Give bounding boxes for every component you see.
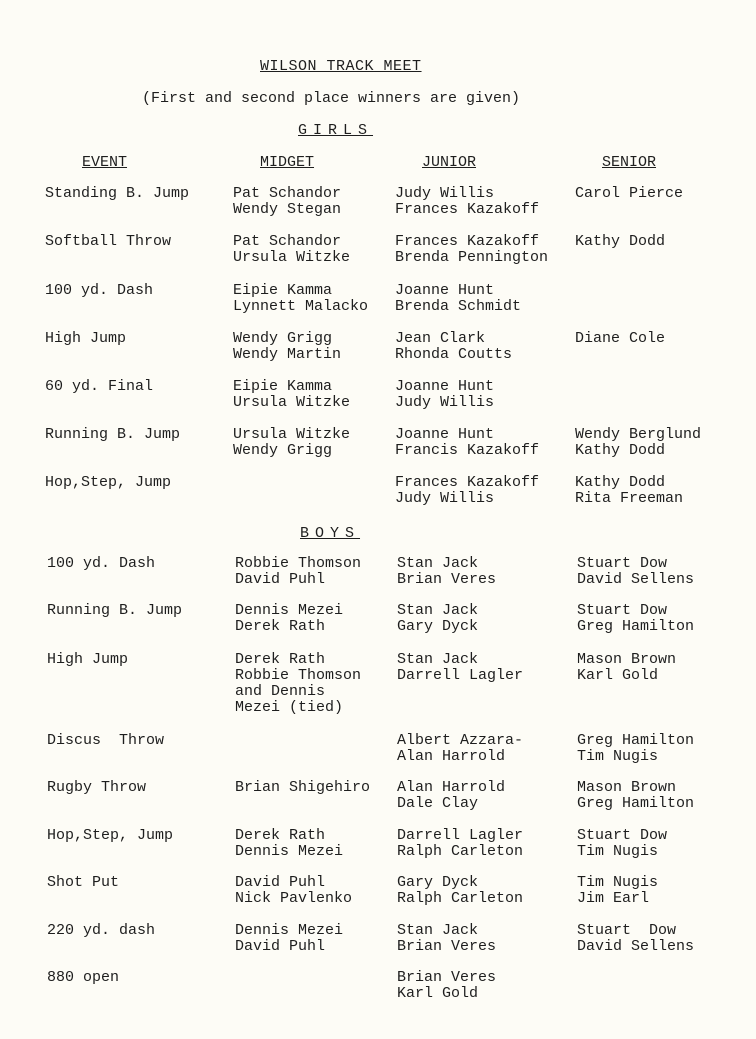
first-place-name: Stan Jack — [397, 651, 479, 668]
first-place-name: Darrell Lagler — [397, 827, 524, 844]
junior-winners — [395, 475, 539, 507]
second-place-name: Gary Dyck — [397, 618, 479, 635]
senior-winners — [577, 780, 694, 812]
second-place-name: Brenda Schmidt — [395, 298, 522, 315]
senior-winners — [575, 186, 683, 202]
second-place-name: Wendy Grigg — [233, 442, 333, 459]
first-place-name: Wendy Grigg — [233, 330, 333, 347]
senior-winners — [577, 652, 676, 684]
junior-winners — [397, 733, 523, 765]
midget-winners — [233, 234, 350, 266]
event-name: 60 yd. Final — [45, 378, 154, 395]
first-place-name: Brian Shigehiro — [235, 779, 371, 796]
page-subtitle: (First and second place winners are given) — [142, 90, 521, 107]
second-place-name: Francis Kazakoff — [395, 442, 540, 459]
senior-winners — [575, 475, 683, 507]
first-place-name: Eipie Kamma — [233, 282, 333, 299]
first-place-name: Albert Azzara- — [397, 732, 524, 749]
second-place-name: Tim Nugis — [577, 748, 659, 765]
event-name: High Jump — [45, 330, 127, 347]
event-name: Shot Put — [47, 874, 120, 891]
column-header-midget: MIDGET — [260, 154, 315, 171]
first-place-name: Stan Jack — [397, 922, 479, 939]
second-place-name: Derek Rath — [235, 618, 326, 635]
event-name: Running B. Jump — [45, 426, 181, 443]
first-place-name: Pat Schandor — [233, 185, 342, 202]
first-place-name: Stuart Dow — [577, 827, 668, 844]
second-place-name: Dale Clay — [397, 795, 479, 812]
first-place-name: Ursula Witzke — [233, 426, 351, 443]
senior-winners — [577, 828, 667, 860]
second-place-name: Greg Hamilton — [577, 618, 695, 635]
second-place-name: Judy Willis — [395, 490, 495, 507]
second-place-name: Darrell Lagler — [397, 667, 524, 684]
second-place-name: Brenda Pennington — [395, 249, 549, 266]
junior-winners — [397, 923, 496, 955]
second-place-name: Frances Kazakoff — [395, 201, 540, 218]
event-name: Hop,Step, Jump — [47, 827, 174, 844]
junior-winners — [395, 331, 512, 363]
junior-winners — [397, 780, 505, 812]
event-name: 220 yd. dash — [47, 922, 156, 939]
midget-winners — [233, 331, 341, 363]
second-place-name: Brian Veres — [397, 938, 497, 955]
first-place-name: Stan Jack — [397, 602, 479, 619]
first-place-name: Stuart Dow — [577, 602, 668, 619]
second-place-name: Alan Harrold — [397, 748, 506, 765]
second-place-name: David Sellens — [577, 938, 695, 955]
senior-winners — [575, 331, 665, 347]
first-place-name: Frances Kazakoff — [395, 474, 540, 491]
second-place-name: David Puhl — [235, 571, 326, 588]
junior-winners — [397, 875, 523, 907]
first-place-name: Jean Clark — [395, 330, 486, 347]
midget-winners — [233, 283, 368, 315]
junior-winners — [395, 283, 521, 315]
second-place-name: Karl Gold — [397, 985, 479, 1002]
event-name: Standing B. Jump — [45, 185, 190, 202]
second-place-name: Judy Willis — [395, 394, 495, 411]
first-place-name: Kathy Dodd — [575, 474, 666, 491]
senior-winners — [577, 733, 694, 765]
event-name: 100 yd. Dash — [45, 282, 154, 299]
first-place-name: Stuart Dow — [577, 555, 668, 572]
column-header-event: EVENT — [82, 154, 128, 171]
event-name: 880 open — [47, 969, 120, 986]
first-place-name: Wendy Berglund — [575, 426, 702, 443]
second-place-name: Ursula Witzke — [233, 394, 351, 411]
second-place-name: Ursula Witzke — [233, 249, 351, 266]
first-place-name: David Puhl — [235, 874, 326, 891]
senior-winners — [577, 603, 694, 635]
midget-winners — [235, 652, 361, 716]
midget-winners — [235, 923, 343, 955]
first-place-name: Mason Brown — [577, 651, 677, 668]
midget-winners — [235, 780, 370, 796]
first-place-name: Kathy Dodd — [575, 233, 666, 250]
first-place-name: Joanne Hunt — [395, 378, 495, 395]
first-place-name: Eipie Kamma — [233, 378, 333, 395]
senior-winners — [577, 556, 694, 588]
girls-heading: GIRLS — [298, 122, 374, 139]
first-place-name: Greg Hamilton — [577, 732, 695, 749]
first-place-name: Joanne Hunt — [395, 426, 495, 443]
column-header-senior: SENIOR — [602, 154, 657, 171]
second-place-name: Lynnett Malacko — [233, 298, 369, 315]
second-place-name: Kathy Dodd — [575, 442, 666, 459]
senior-winners — [577, 923, 694, 955]
senior-winners — [575, 427, 701, 459]
event-name: Hop,Step, Jump — [45, 474, 172, 491]
second-place-name: David Sellens — [577, 571, 695, 588]
first-place-name: Diane Cole — [575, 330, 666, 347]
event-name: Discus Throw — [47, 732, 165, 749]
first-place-name: Stuart Dow — [577, 922, 677, 939]
second-place-name: Greg Hamilton — [577, 795, 695, 812]
first-place-name: Derek Rath — [235, 651, 326, 668]
winner-name-line: and Dennis — [235, 683, 326, 700]
midget-winners — [235, 603, 343, 635]
junior-winners — [397, 556, 496, 588]
first-place-name: Stan Jack — [397, 555, 479, 572]
second-place-name: Ralph Carleton — [397, 843, 524, 860]
winner-name-line: Mezei (tied) — [235, 699, 344, 716]
event-name: Rugby Throw — [47, 779, 147, 796]
boys-heading: BOYS — [300, 525, 361, 542]
second-place-name: David Puhl — [235, 938, 326, 955]
senior-winners — [575, 234, 665, 250]
midget-winners — [235, 828, 343, 860]
first-place-name: Derek Rath — [235, 827, 326, 844]
second-place-name: Rita Freeman — [575, 490, 684, 507]
first-place-name: Robbie Thomson — [235, 555, 362, 572]
event-name: Softball Throw — [45, 233, 172, 250]
second-place-name: Dennis Mezei — [235, 843, 344, 860]
second-place-name: Wendy Stegan — [233, 201, 342, 218]
midget-winners — [233, 379, 350, 411]
first-place-name: Gary Dyck — [397, 874, 479, 891]
second-place-name: Ralph Carleton — [397, 890, 524, 907]
event-name: Running B. Jump — [47, 602, 183, 619]
second-place-name: Karl Gold — [577, 667, 659, 684]
second-place-name: Rhonda Coutts — [395, 346, 513, 363]
column-header-junior: JUNIOR — [422, 154, 477, 171]
first-place-name: Brian Veres — [397, 969, 497, 986]
first-place-name: Judy Willis — [395, 185, 495, 202]
first-place-name: Dennis Mezei — [235, 602, 344, 619]
junior-winners — [395, 186, 539, 218]
junior-winners — [395, 379, 494, 411]
midget-winners — [235, 875, 352, 907]
first-place-name: Carol Pierce — [575, 185, 684, 202]
second-place-name: Robbie Thomson — [235, 667, 362, 684]
second-place-name: Brian Veres — [397, 571, 497, 588]
junior-winners — [395, 234, 548, 266]
junior-winners — [395, 427, 539, 459]
second-place-name: Tim Nugis — [577, 843, 659, 860]
junior-winners — [397, 828, 523, 860]
event-name: High Jump — [47, 651, 129, 668]
second-place-name: Nick Pavlenko — [235, 890, 353, 907]
second-place-name: Wendy Martin — [233, 346, 342, 363]
junior-winners — [397, 970, 496, 1002]
first-place-name: Frances Kazakoff — [395, 233, 540, 250]
first-place-name: Mason Brown — [577, 779, 677, 796]
first-place-name: Tim Nugis — [577, 874, 659, 891]
page-title: WILSON TRACK MEET — [260, 58, 422, 75]
second-place-name: Jim Earl — [577, 890, 650, 907]
junior-winners — [397, 652, 523, 684]
midget-winners — [235, 556, 361, 588]
first-place-name: Alan Harrold — [397, 779, 506, 796]
senior-winners — [577, 875, 658, 907]
junior-winners — [397, 603, 478, 635]
first-place-name: Pat Schandor — [233, 233, 342, 250]
first-place-name: Dennis Mezei — [235, 922, 344, 939]
event-name: 100 yd. Dash — [47, 555, 156, 572]
midget-winners — [233, 427, 350, 459]
midget-winners — [233, 186, 341, 218]
first-place-name: Joanne Hunt — [395, 282, 495, 299]
